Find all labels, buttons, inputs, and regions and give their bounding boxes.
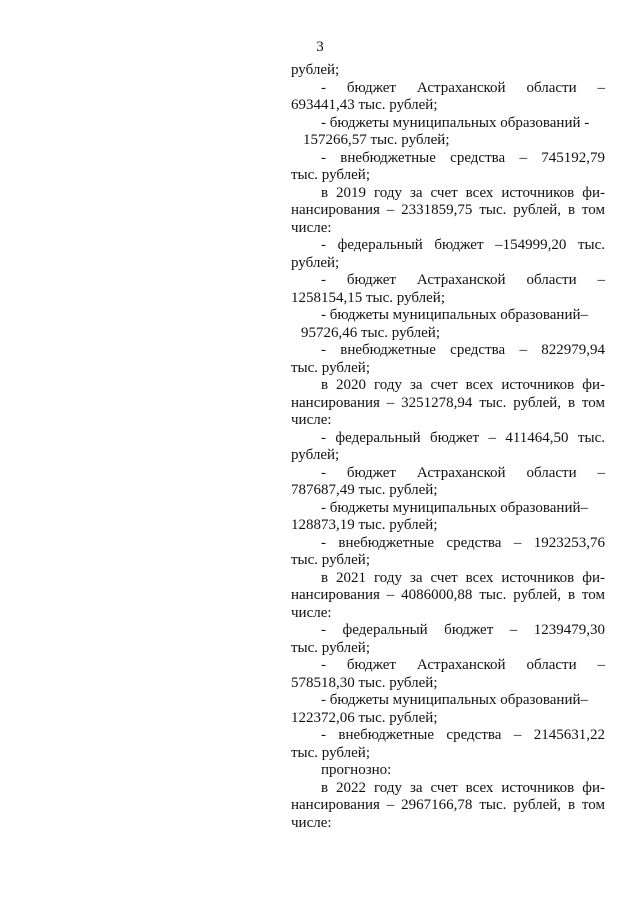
text-line: числе:: [291, 412, 332, 428]
text-line: - бюджеты муниципальных образований–: [321, 692, 589, 708]
text-line: - бюджеты муниципальных образований–: [321, 307, 589, 323]
text-line: в 2020 году за счет всех источников фи-: [321, 377, 605, 393]
text-line: числе:: [291, 814, 332, 831]
text-line: - бюджет Астраханской области –: [321, 79, 605, 96]
text-line: - федеральный бюджет – 1239479,30: [321, 622, 605, 638]
text-line: прогнозно:: [321, 762, 392, 778]
text-line: нансирования – 4086000,88 тыс. рублей, в том: [291, 587, 605, 603]
text-line: - федеральный бюджет –154999,20 тыс.: [321, 237, 605, 253]
text-line: - бюджет Астраханской области –: [321, 657, 605, 673]
text-line: числе:: [291, 604, 332, 621]
text-line: рублей;: [291, 447, 340, 463]
text-line: - федеральный бюджет – 411464,50 тыс.: [321, 429, 605, 446]
text-line: тыс. рублей;: [291, 359, 370, 376]
text-line: в 2021 году за счет всех источников фи-: [321, 569, 605, 586]
text-line: в 2022 году за счет всех источников фи-: [321, 779, 605, 796]
text-line: - внебюджетные средства – 1923253,76: [321, 534, 605, 551]
text-line: рублей;: [291, 254, 340, 271]
text-line: 95726,46 тыс. рублей;: [301, 324, 440, 341]
document-body: [291, 62, 605, 832]
text-line: - бюджеты муниципальных образований -: [321, 114, 590, 131]
text-line: в 2019 году за счет всех источников фи-: [321, 184, 605, 201]
text-line: нансирования – 2967166,78 тыс. рублей, в том: [291, 797, 605, 813]
text-line: 787687,49 тыс. рублей;: [291, 482, 438, 498]
text-line: нансирования – 3251278,94 тыс. рублей, в том: [291, 394, 605, 411]
text-line: - внебюджетные средства – 745192,79: [321, 149, 605, 166]
text-line: нансирования – 2331859,75 тыс. рублей, в том: [291, 202, 605, 218]
text-line: - бюджет Астраханской области –: [321, 272, 605, 288]
text-line: числе:: [291, 219, 332, 236]
text-line: тыс. рублей;: [291, 639, 370, 656]
text-line: - бюджет Астраханской области –: [321, 464, 605, 481]
text-line: рублей;: [291, 62, 340, 78]
text-line: - бюджеты муниципальных образований–: [321, 499, 589, 516]
text-line: 122372,06 тыс. рублей;: [291, 709, 438, 726]
text-line: 128873,19 тыс. рублей;: [291, 517, 438, 533]
text-line: - внебюджетные средства – 822979,94: [321, 342, 605, 358]
text-line: - внебюджетные средства – 2145631,22: [321, 727, 605, 743]
text-line: 693441,43 тыс. рублей;: [291, 97, 438, 113]
text-line: 157266,57 тыс. рублей;: [303, 132, 450, 148]
page-number: 3: [316, 39, 324, 55]
text-line: 1258154,15 тыс. рублей;: [291, 289, 445, 306]
text-line: тыс. рублей;: [291, 744, 370, 761]
text-line: тыс. рублей;: [291, 167, 370, 183]
text-line: 578518,30 тыс. рублей;: [291, 674, 438, 691]
text-line: тыс. рублей;: [291, 552, 370, 568]
